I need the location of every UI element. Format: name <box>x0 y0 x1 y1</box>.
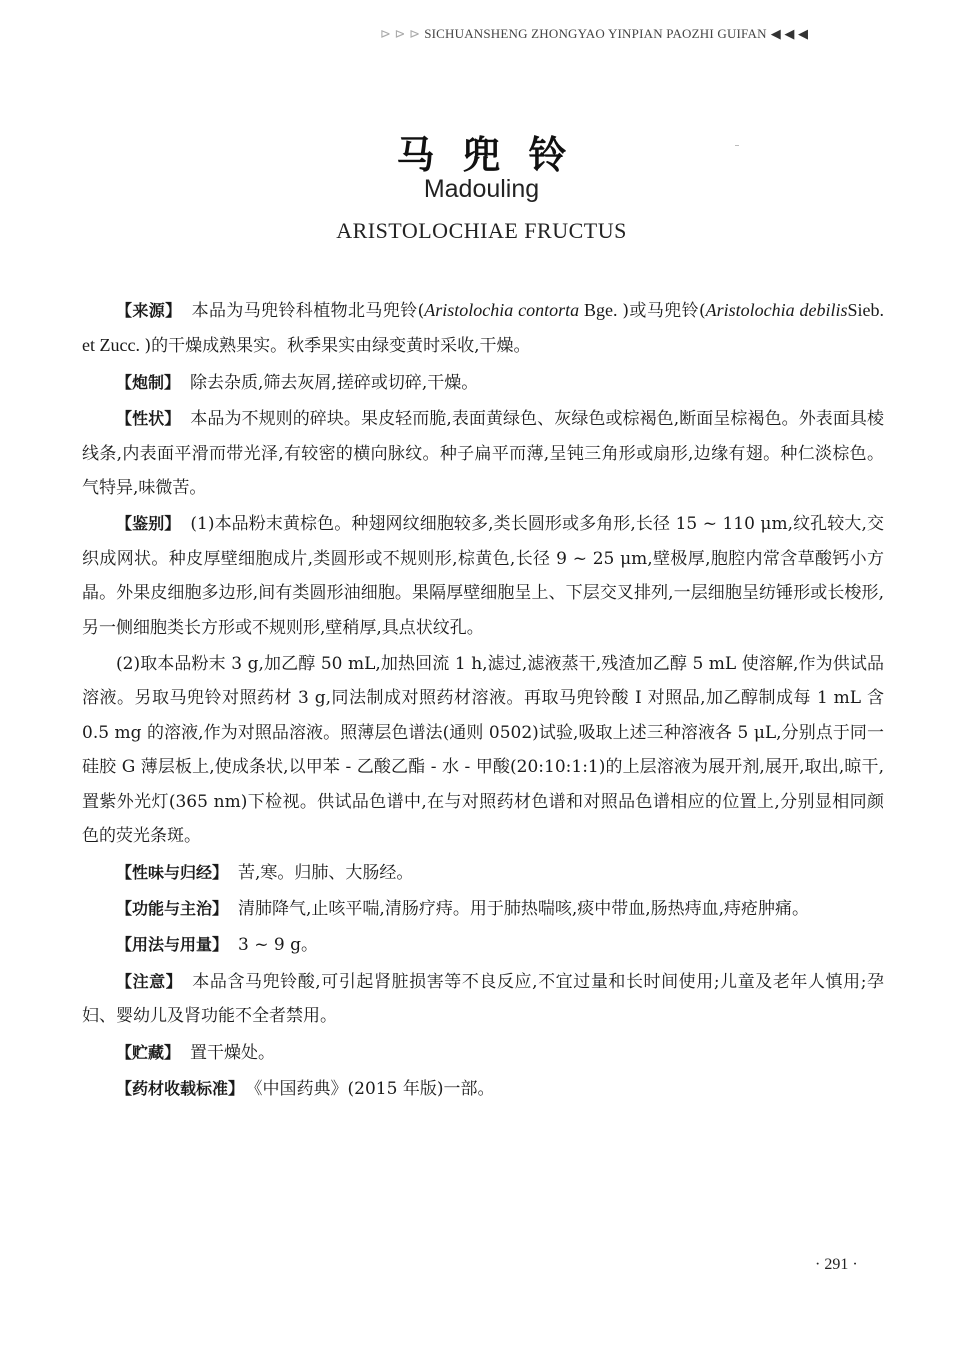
section-text: 《中国药典》(2015 年版)一部。 <box>254 1078 495 1099</box>
monograph-title-chinese: 马兜铃 <box>396 132 595 177</box>
section-text: 清肺降气,止咳平喘,清肠疗痔。用于肺热喘咳,痰中带血,肠热痔血,痔疮肿痛。 <box>238 898 810 919</box>
section-identification <box>82 507 884 645</box>
section-text: 本品含马兜铃酸,可引起肾脏损害等不良反应,不宜过量和长时间使用;儿童及老年人慎用;孕妇、婴幼儿及肾功能不全者禁用。 <box>82 971 884 1027</box>
section-heading: 【药材收载标准】 <box>116 1078 245 1098</box>
section-functions <box>82 892 884 926</box>
section-heading: 【鉴别】 <box>116 514 181 534</box>
section-standard <box>82 1072 884 1106</box>
section-description <box>82 402 884 505</box>
section-dosage <box>82 928 884 962</box>
section-heading: 【性味与归经】 <box>116 862 229 882</box>
section-heading: 【注意】 <box>116 971 183 991</box>
header-left-marks: ⊳ ⊳ ⊳ <box>380 26 421 41</box>
section-text: )的干燥成熟果实。秋季果实由绿变黄时采收,干燥。 <box>144 336 531 357</box>
monograph-title-pinyin: Madouling <box>423 175 540 203</box>
species-name: Aristolochia debilis <box>705 300 848 320</box>
section-text: )或马兜铃( <box>622 301 706 321</box>
section-precautions <box>82 965 884 1034</box>
section-text: 本品为马兜铃科植物北马兜铃( <box>191 301 425 321</box>
species-author: Sieb. et Zucc. <box>82 300 885 356</box>
section-heading: 【用法与用量】 <box>116 935 229 955</box>
header-running-title: SICHUANSHENG ZHONGYAO YINPIAN PAOZHI GUIFAN <box>424 26 767 41</box>
species-author: Bge. <box>579 300 623 320</box>
section-text: (1)本品粉末黄棕色。种翅网纹细胞较多,类长圆形或多角形,长径 15 ~ 110 μm,纹孔较大,交织成网状。种皮厚壁细胞成片,类圆形或不规则形,棕黄色,长径 9 ~ 25 μm,壁极厚,胞腔内常含草酸钙小方晶。外果皮细胞多边形,间有类圆形油细胞。果隔厚壁细胞呈上、下层交叉排列,一层细胞呈纺锤形或长梭形,另一侧细胞类长方形或不规则形,壁稍厚,具点状纹孔。 <box>82 514 884 638</box>
section-heading: 【来源】 <box>116 301 182 320</box>
section-text: 本品为不规则的碎块。果皮轻而脆,表面黄绿色、灰绿色或棕褐色,断面呈棕褐色。外表面具棱线条,内表面平滑而带光泽,有较密的横向脉纹。种子扁平而薄,呈钝三角形或扇形,边缘有翅。种仁淡棕色。气特异,味微苦。 <box>82 409 884 499</box>
section-text: (2)取本品粉末 3 g,加乙醇 50 mL,加热回流 1 h,滤过,滤液蒸干,残渣加乙醇 5 mL 使溶解,作为供试品溶液。另取马兜铃对照药材 3 g,同法制成对照药材溶液。再取马兜铃酸 I 对照品,加乙醇制成每 1 mL 含 0.5 mg 的溶液,作为对照品溶液。照薄层色谱法(通则 0502)试验,吸取上述三种溶液各 5 μL,分别点于同一硅胶 G 薄层板上,使成条状,以甲苯 - 乙酸乙酯 - 水 - 甲酸(20:10:1:1)的上层溶液为展开剂,展开,取出,晾干,置紫外光灯(365 nm)下检视。供试品色谱中,在与对照药材色谱和对照品色谱相应的位置上,分别显相同颜色的荧光条斑。 <box>82 654 884 847</box>
section-heading: 【贮藏】 <box>116 1042 181 1062</box>
section-text: 置干燥处。 <box>190 1042 276 1063</box>
section-processing <box>82 366 884 400</box>
monograph-body <box>82 293 884 1108</box>
section-text: 3 ~ 9 g。 <box>238 935 318 956</box>
section-text: 苦,寒。归肺、大肠经。 <box>238 862 414 883</box>
section-identification-2 <box>82 647 884 853</box>
section-heading: 【炮制】 <box>116 372 181 392</box>
section-text: 除去杂质,筛去灰屑,搓碎或切碎,干燥。 <box>190 372 479 393</box>
section-storage <box>82 1036 884 1070</box>
header-right-marks: ◀ ◀ ◀ <box>770 26 809 41</box>
section-heading: 【性状】 <box>116 409 181 429</box>
monograph-title-latin: ARISTOLOCHIAE FRUCTUS <box>336 218 627 243</box>
page-number: · 291 · <box>815 1256 858 1273</box>
running-header <box>380 26 910 42</box>
section-nature-meridian <box>82 856 884 890</box>
section-source <box>82 293 884 364</box>
species-name: Aristolochia contorta <box>424 300 580 320</box>
section-heading: 【功能与主治】 <box>116 898 229 918</box>
